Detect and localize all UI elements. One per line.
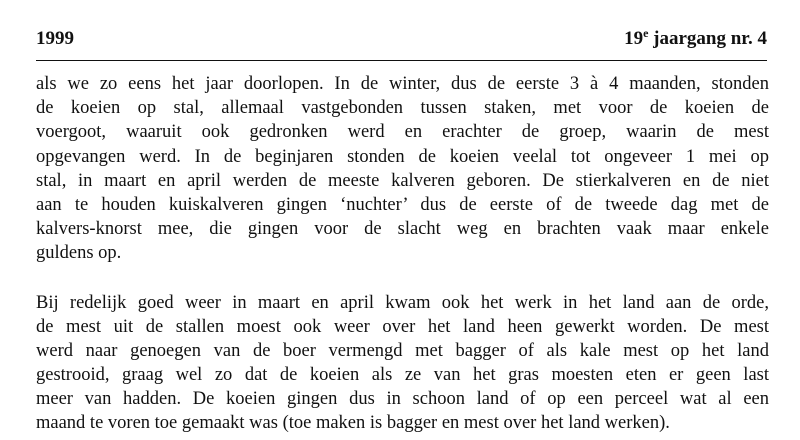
header-volume-number: 19 (624, 28, 644, 49)
text-line: aan te houden kuiskalveren gingen ‘nuchter’ dus de eerste of de tweede dag met de (36, 194, 769, 215)
text-line: opgevangen werd. In de beginjaren stonden de koeien veelal tot ongeveer 1 mei op (36, 146, 769, 167)
text-line: stal, in maart en april werden de meeste kalveren geboren. De stierkalveren en de niet (36, 170, 769, 191)
text-line: als we zo eens het jaar doorlopen. In de winter, dus de eerste 3 à 4 maanden, stonden (36, 74, 769, 94)
paragraph-1 (36, 72, 769, 266)
text-line: de mest uit de stallen moest ook weer over het land heen gewerkt worden. De mest (36, 316, 769, 337)
text-line: Bij redelijk goed weer in maart en april kwam ook het werk in het land aan de orde, (36, 292, 769, 313)
header-volume-label: jaargang nr. 4 (648, 28, 767, 49)
text-line: kalvers-knorst mee, die gingen voor de slacht weg en brachten vaak maar enkele (36, 219, 769, 240)
header-volume (624, 28, 767, 50)
text-line: maand te voren toe gemaakt was (toe maken is bagger en mest over het land werken). (36, 413, 670, 434)
text-line: meer van hadden. De koeien gingen dus in schoon land of op een perceel wat al een (36, 389, 769, 410)
text-line: guldens op. (36, 243, 122, 264)
page-header (36, 28, 767, 52)
header-year: 1999 (36, 28, 74, 49)
body-text (36, 72, 769, 436)
paragraph-2 (36, 291, 769, 436)
header-volume-superscript: e (643, 26, 649, 40)
text-line: voergoot, waaruit ook gedronken werd en erachter de groep, waarin de mest (36, 122, 769, 143)
text-line: de koeien op stal, allemaal vastgebonden tussen staken, met voor de koeien de (36, 98, 769, 119)
header-divider (36, 60, 767, 61)
text-line: werd naar genoegen van de boer vermengd met bagger of als kale mest op het land (36, 340, 769, 361)
text-line: gestrooid, graag wel zo dat de koeien als ze van het gras moesten eten er geen last (36, 365, 769, 386)
